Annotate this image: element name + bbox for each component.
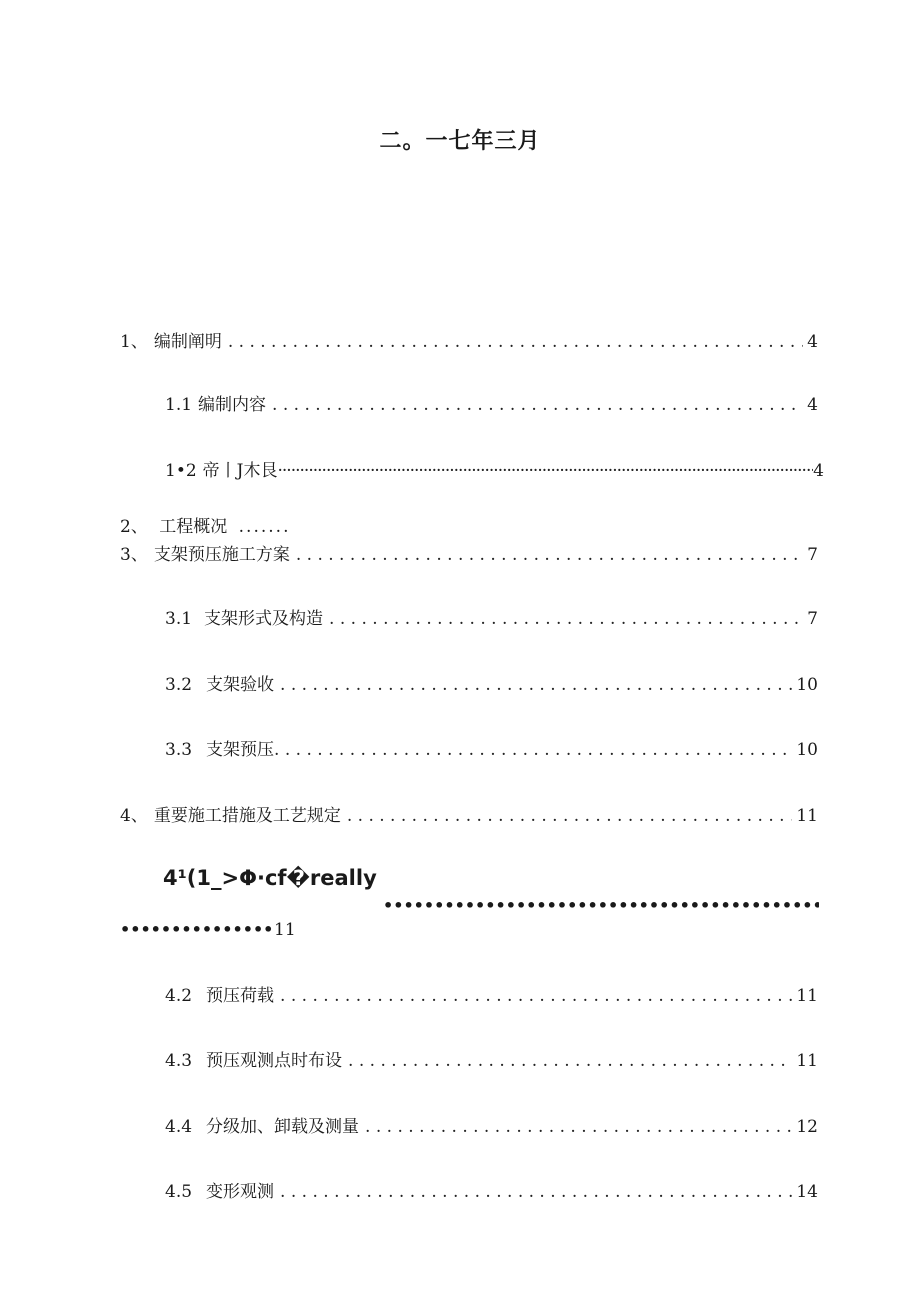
toc-leader [280,985,792,1007]
toc-entry-page: 10 [796,675,818,695]
toc-entry-page: 11 [796,986,818,1006]
toc-entry-label: 支架形式及构造 [204,609,324,629]
toc-entry-4-2[interactable] [165,985,818,1007]
toc-leader [329,608,803,630]
toc-entry-page: 11 [796,806,818,826]
toc-entry-label: 工程概况 [159,517,228,537]
toc-entry-label: 编制阐明 [153,332,222,352]
toc-entry-label: 预压观测点时布设 [206,1051,343,1071]
toc-entry-4-4[interactable] [165,1116,818,1138]
toc-entry-1-1[interactable] [165,394,818,416]
toc-entry-number: 3.3 [165,740,193,760]
toc-leader [365,1116,792,1138]
toc-entry-1[interactable] [120,331,818,353]
toc-entry-label: 4¹(1_>Φ·cf�really [163,866,377,890]
toc-entry-number: 3.2 [165,675,193,695]
toc-leader [280,1181,792,1203]
toc-entry-number: 4.5 [165,1182,193,1202]
toc-leader [120,920,274,940]
toc-entry-3-1[interactable] [165,608,818,630]
toc-leader [278,460,814,482]
toc-entry-4-3[interactable] [165,1050,818,1072]
toc-entry-label: 分级加、卸载及测量 [206,1117,360,1137]
toc-leader [272,394,803,416]
toc-leader [383,896,819,916]
toc-entry-number: 4.3 [165,1051,193,1071]
toc-leader [274,739,792,761]
toc-entry-number: 1、 [120,332,148,352]
toc-entry-4[interactable] [120,805,818,827]
toc-entry-label: 预压荷载 [206,986,275,1006]
toc-entry-3-2[interactable] [165,674,818,696]
toc-leader [228,331,803,353]
toc-entry-label: 变形观测 [206,1182,275,1202]
toc-entry-4-5[interactable] [165,1181,818,1203]
toc-entry-page: 7 [807,609,818,629]
toc-entry-number: 4、 [120,806,148,826]
toc-entry-label: 支架预压 [206,740,275,760]
toc-entry-number: 3、 [120,545,148,565]
toc-entry-page: 4 [813,461,824,481]
toc-entry-label: 支架验收 [206,675,275,695]
toc-entry-page: 11 [796,1051,818,1071]
toc-entry-3[interactable] [120,544,818,566]
toc-entry-2[interactable] [120,516,290,538]
toc-entry-page: 14 [796,1182,818,1202]
toc-entry-1-2[interactable] [165,460,824,482]
toc-entry-page: 4 [807,395,818,415]
toc-entry-number: 1•2 [165,461,197,481]
toc-leader [347,805,793,827]
toc-leader [280,674,792,696]
toc-entry-label: 编制内容 [198,395,267,415]
date-title: 二。一七年三月 [379,129,541,154]
toc-leader [296,544,803,566]
toc-entry-page: 4 [807,332,818,352]
toc-entry-number: 4.4 [165,1117,193,1137]
toc-entry-label: 支架预压施工方案 [153,545,290,565]
toc-entry-page: 12 [796,1117,818,1137]
toc-entry-page: 11 [274,920,296,940]
toc-entry-label: 帝丨J木艮 [202,461,278,481]
toc-leader [348,1050,792,1072]
toc-entry-page: 7 [807,545,818,565]
toc-entry-3-3[interactable] [165,739,818,761]
toc-entry-number: 2、 [120,517,148,537]
toc-entry-number: 4.2 [165,986,193,1006]
toc-entry-number: 3.1 [165,609,193,629]
toc-entry-page: 10 [796,740,818,760]
toc-entry-number: 1.1 [165,395,193,415]
toc-leader: ....... [238,517,291,537]
toc-entry-label: 重要施工措施及工艺规定 [153,806,341,826]
